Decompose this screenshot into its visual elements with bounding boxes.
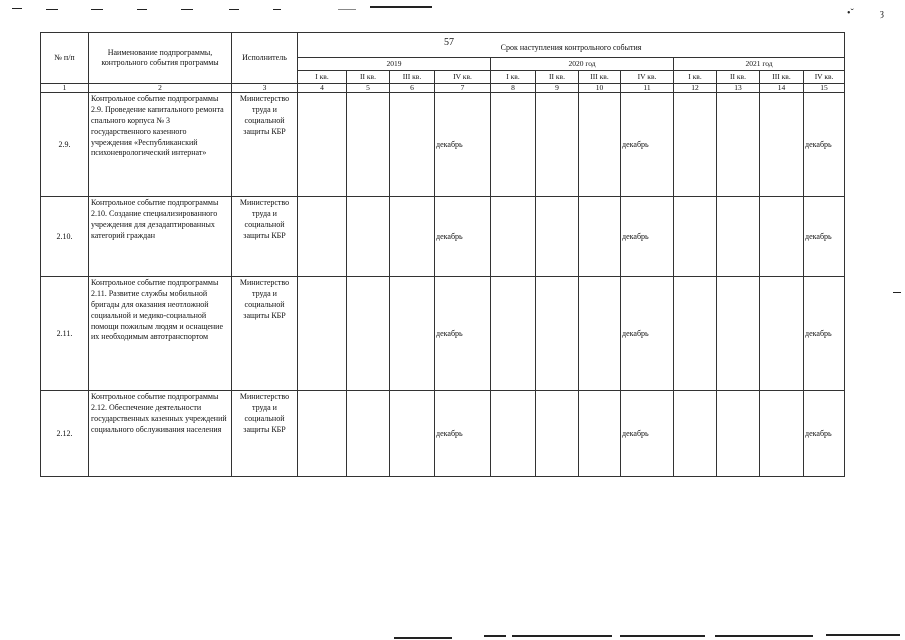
empty-cell (674, 391, 717, 477)
empty-cell (347, 277, 390, 391)
scan-mark (181, 9, 193, 10)
scan-mark: •ˇ (847, 8, 854, 19)
scan-mark (137, 9, 147, 10)
empty-cell (717, 391, 760, 477)
header-num: № п/п (41, 33, 89, 84)
empty-cell (674, 277, 717, 391)
control-events-table (40, 32, 845, 477)
column-number: 5 (347, 84, 390, 93)
empty-cell (491, 277, 536, 391)
table-row (41, 197, 845, 277)
scan-mark (370, 6, 432, 8)
empty-cell (674, 93, 717, 197)
table-row (41, 277, 845, 391)
column-numbering-row (41, 84, 845, 93)
column-number: 13 (717, 84, 760, 93)
scan-mark (12, 8, 22, 9)
scan-mark (338, 9, 356, 10)
executor: Министерство труда и социальной защиты КБР (232, 93, 298, 197)
empty-cell (536, 93, 579, 197)
quarter-cell: I кв. (298, 71, 347, 84)
quarter-cell: III кв. (760, 71, 804, 84)
scan-mark (484, 635, 506, 637)
column-number: 12 (674, 84, 717, 93)
event-name: Контрольное событие подпрограммы 2.10. Создание специализированного учреждения для дезадаптированных категорий граждан (89, 197, 232, 277)
deadline-2019-q4: декабрь (435, 391, 491, 477)
empty-cell (298, 93, 347, 197)
scan-mark (91, 9, 103, 10)
header-executor: Исполнитель (232, 33, 298, 84)
scan-mark (394, 637, 452, 639)
year-2020: 2020 год (491, 58, 674, 71)
column-number: 9 (536, 84, 579, 93)
empty-cell (491, 93, 536, 197)
empty-cell (717, 277, 760, 391)
deadline-2020-q4: декабрь (621, 197, 674, 277)
row-number: 2.12. (41, 391, 89, 477)
column-number: 6 (390, 84, 435, 93)
scan-mark: ȝ (880, 8, 884, 19)
deadline-2019-q4: декабрь (435, 277, 491, 391)
empty-cell (390, 93, 435, 197)
row-number: 2.10. (41, 197, 89, 277)
empty-cell (674, 197, 717, 277)
empty-cell (579, 197, 621, 277)
header-term: Срок наступления контрольного события (298, 33, 845, 58)
event-name: Контрольное событие подпрограммы 2.11. Развитие службы мобильной бригады для оказания неотложной социальной и медико-социальной помощи пожилым людям и оснащение их необходимым автотранспортом (89, 277, 232, 391)
executor: Министерство труда и социальной защиты КБР (232, 277, 298, 391)
header-row-1 (41, 33, 845, 58)
quarter-cell: III кв. (390, 71, 435, 84)
column-number: 4 (298, 84, 347, 93)
empty-cell (536, 391, 579, 477)
deadline-2020-q4: декабрь (621, 93, 674, 197)
scan-mark (46, 9, 58, 10)
header-name: Наименование подпрограммы, контрольного события программы (89, 33, 232, 84)
empty-cell (579, 93, 621, 197)
column-number: 14 (760, 84, 804, 93)
scan-mark (893, 292, 901, 293)
deadline-2019-q4: декабрь (435, 93, 491, 197)
event-name: Контрольное событие подпрограммы 2.9. Проведение капитального ремонта спального корпуса № 3 государственного казенного учреждения «Республиканский психоневрологический интернат» (89, 93, 232, 197)
row-number: 2.9. (41, 93, 89, 197)
deadline-2021-q4: декабрь (804, 93, 845, 197)
column-number: 8 (491, 84, 536, 93)
row-number: 2.11. (41, 277, 89, 391)
scan-mark (512, 635, 612, 637)
quarter-cell: I кв. (674, 71, 717, 84)
empty-cell (717, 93, 760, 197)
quarter-cell: IV кв. (621, 71, 674, 84)
deadline-2021-q4: декабрь (804, 391, 845, 477)
scan-mark (229, 9, 239, 10)
event-name: Контрольное событие подпрограммы 2.12. Обеспечение деятельности государственных казенных учреждений социального обслуживания населения (89, 391, 232, 477)
column-number: 1 (41, 84, 89, 93)
empty-cell (760, 197, 804, 277)
quarter-cell: II кв. (347, 71, 390, 84)
empty-cell (760, 93, 804, 197)
empty-cell (347, 391, 390, 477)
empty-cell (298, 197, 347, 277)
empty-cell (760, 391, 804, 477)
quarter-cell: II кв. (717, 71, 760, 84)
scan-mark (273, 9, 281, 10)
deadline-2021-q4: декабрь (804, 197, 845, 277)
empty-cell (298, 391, 347, 477)
empty-cell (717, 197, 760, 277)
quarter-cell: II кв. (536, 71, 579, 84)
executor: Министерство труда и социальной защиты КБР (232, 197, 298, 277)
column-number: 2 (89, 84, 232, 93)
deadline-2021-q4: декабрь (804, 277, 845, 391)
column-number: 10 (579, 84, 621, 93)
column-number: 3 (232, 84, 298, 93)
year-2019: 2019 (298, 58, 491, 71)
scan-mark (826, 634, 900, 636)
quarter-cell: III кв. (579, 71, 621, 84)
empty-cell (347, 93, 390, 197)
executor: Министерство труда и социальной защиты КБР (232, 391, 298, 477)
empty-cell (491, 197, 536, 277)
empty-cell (536, 277, 579, 391)
empty-cell (298, 277, 347, 391)
table-row (41, 93, 845, 197)
scan-mark (715, 635, 813, 637)
empty-cell (579, 277, 621, 391)
empty-cell (390, 391, 435, 477)
empty-cell (760, 277, 804, 391)
scan-mark (620, 635, 705, 637)
quarter-cell: I кв. (491, 71, 536, 84)
table-row (41, 391, 845, 477)
page-number: 57 (444, 37, 454, 48)
empty-cell (579, 391, 621, 477)
deadline-2020-q4: декабрь (621, 391, 674, 477)
empty-cell (491, 391, 536, 477)
column-number: 7 (435, 84, 491, 93)
empty-cell (347, 197, 390, 277)
deadline-2019-q4: декабрь (435, 197, 491, 277)
empty-cell (390, 197, 435, 277)
quarter-cell: IV кв. (804, 71, 845, 84)
quarter-cell: IV кв. (435, 71, 491, 84)
empty-cell (390, 277, 435, 391)
deadline-2020-q4: декабрь (621, 277, 674, 391)
column-number: 11 (621, 84, 674, 93)
empty-cell (536, 197, 579, 277)
column-number: 15 (804, 84, 845, 93)
year-2021: 2021 год (674, 58, 845, 71)
